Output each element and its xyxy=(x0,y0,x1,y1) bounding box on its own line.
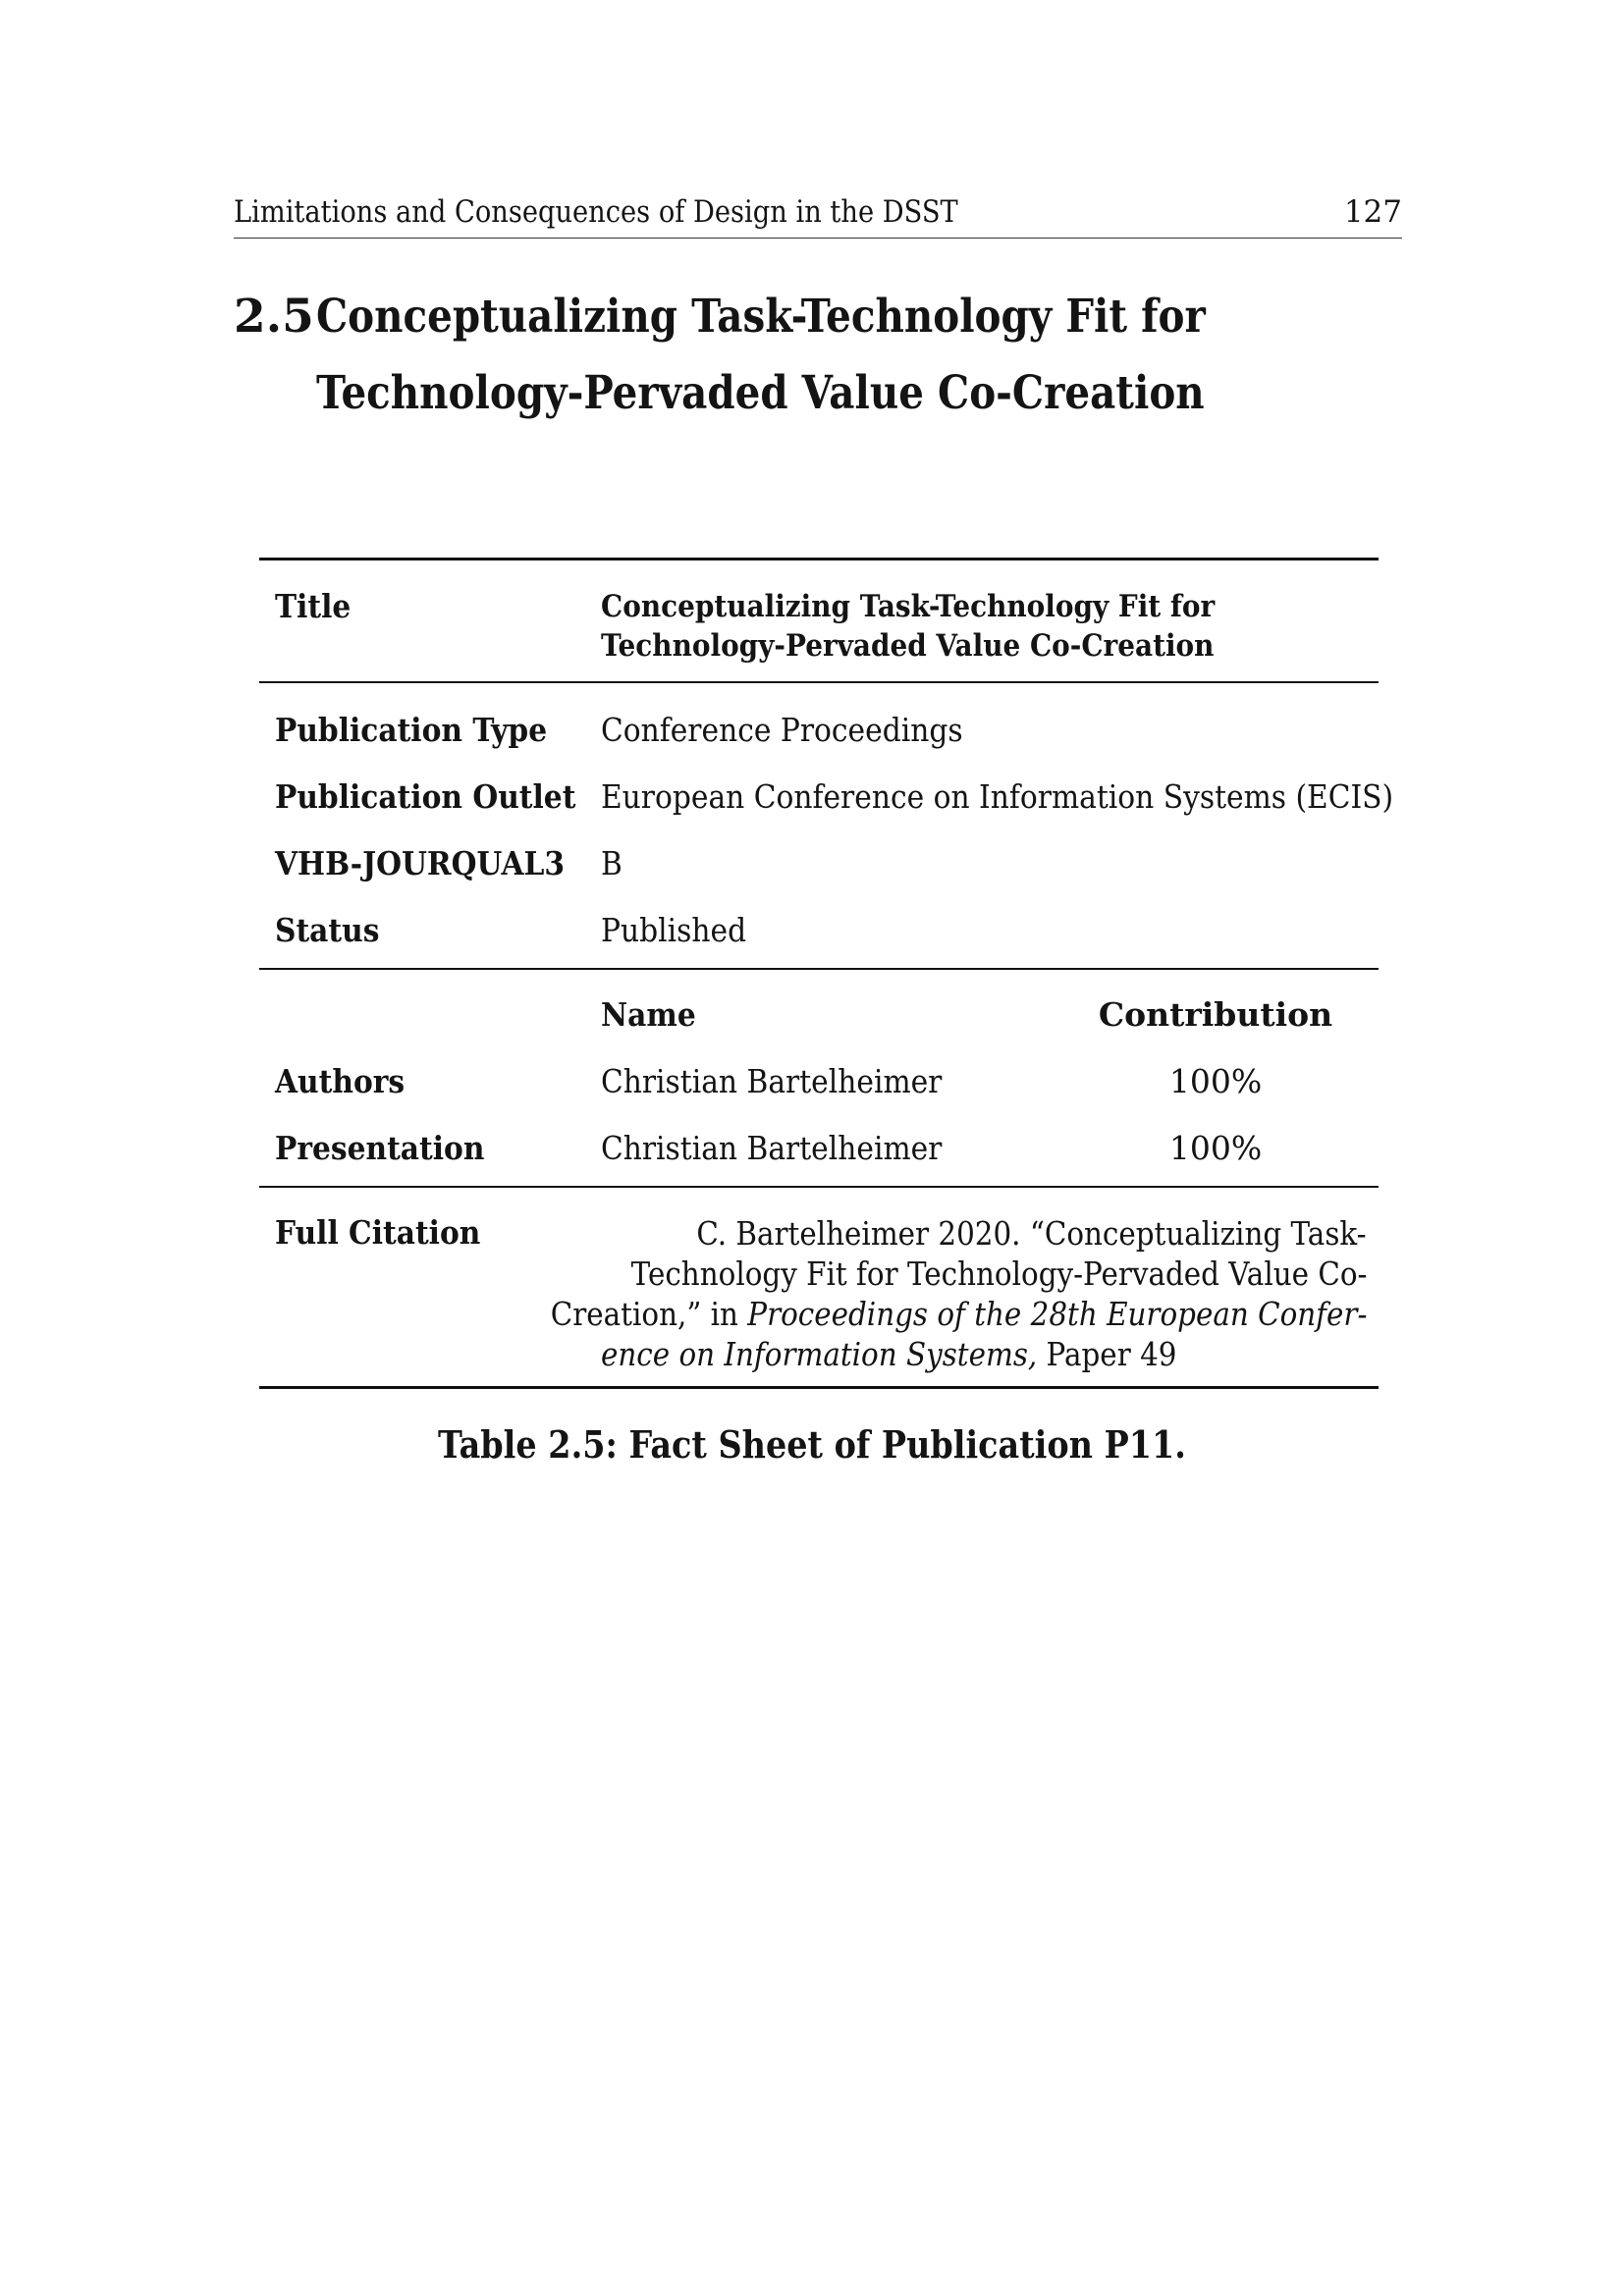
citation-line-3 xyxy=(550,1294,1367,1334)
citation-line-3-plain: Creation,” in xyxy=(550,1295,747,1333)
presentation-contribution: 100% xyxy=(1168,1129,1263,1167)
table-rule-1 xyxy=(259,681,1379,683)
table-rule-2 xyxy=(259,968,1379,970)
presentation-name: Christian Bartelheimer xyxy=(601,1129,943,1167)
citation-line-4-plain: Paper 49 xyxy=(1037,1335,1177,1373)
running-header xyxy=(234,192,1402,239)
section-number: 2.5 xyxy=(234,290,314,344)
vhb-jourqual-label: VHB-JOURQUAL3 xyxy=(275,844,566,882)
authors-label: Authors xyxy=(275,1062,406,1100)
running-title: Limitations and Consequences of Design in the DSST xyxy=(234,194,958,230)
section-title-line-1: Conceptualizing Task-Technology Fit for xyxy=(316,290,1206,344)
citation-line-3-italic: Proceedings of the 28th European Confer- xyxy=(746,1295,1367,1333)
publication-outlet-label: Publication Outlet xyxy=(275,777,576,816)
table-bottom-rule xyxy=(259,1386,1379,1389)
publication-type-value: Conference Proceedings xyxy=(601,711,963,749)
status-label: Status xyxy=(275,911,380,949)
publication-outlet-value: European Conference on Information Systems (ECIS) xyxy=(601,777,1394,816)
contribution-column-header: Contribution xyxy=(1098,995,1333,1034)
name-column-header: Name xyxy=(601,995,696,1034)
citation-line-1: C. Bartelheimer 2020. “Conceptualizing Task- xyxy=(696,1214,1367,1253)
table-caption xyxy=(0,1421,1624,1468)
citation-line-4 xyxy=(601,1334,1176,1374)
vhb-jourqual-value: B xyxy=(601,844,623,882)
page-number: 127 xyxy=(1343,194,1402,230)
title-value-line-2: Technology-Pervaded Value Co-Creation xyxy=(601,628,1215,664)
publication-type-label: Publication Type xyxy=(275,711,548,749)
citation-line-4-italic: ence on Information Systems, xyxy=(601,1335,1038,1373)
authors-name: Christian Bartelheimer xyxy=(601,1062,943,1100)
citation-line-2: Technology Fit for Technology-Pervaded Value Co- xyxy=(630,1255,1367,1293)
title-label: Title xyxy=(275,587,352,625)
status-value: Published xyxy=(601,911,747,949)
title-value-line-1: Conceptualizing Task-Technology Fit for xyxy=(601,589,1216,624)
table-top-rule xyxy=(259,558,1379,561)
full-citation-label: Full Citation xyxy=(275,1213,481,1252)
presentation-label: Presentation xyxy=(275,1129,485,1167)
table-caption-text: Table 2.5: Fact Sheet of Publication P11. xyxy=(438,1422,1186,1467)
section-title-line-2: Technology-Pervaded Value Co-Creation xyxy=(316,366,1205,420)
authors-contribution: 100% xyxy=(1168,1062,1263,1100)
table-rule-3 xyxy=(259,1186,1379,1188)
